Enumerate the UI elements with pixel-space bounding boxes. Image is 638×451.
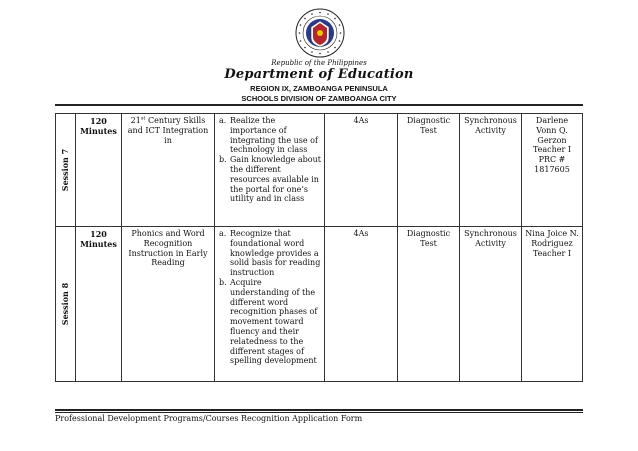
division-line: SCHOOLS DIVISION OF ZAMBOANGA CITY: [241, 94, 397, 103]
footer-text: Professional Development Programs/Courses Recognition Application Form: [55, 414, 363, 423]
title-suffix: st: [140, 115, 146, 122]
duration-number: 120: [90, 116, 107, 126]
objectives-cell: [215, 114, 325, 227]
method-cell: 4As: [325, 114, 398, 227]
facilitator-cell: Nina Joice N. Rodriguez Teacher I: [522, 227, 583, 382]
objective-text: Realize the importance of integrating the use of technology in class: [230, 116, 318, 155]
republic-line: Republic of the Philippines: [271, 59, 367, 67]
objective-marker: a.: [219, 229, 227, 238]
objective-marker: b.: [219, 155, 227, 165]
duration-unit: Minutes: [80, 125, 117, 136]
footer-divider-thin: [55, 412, 583, 413]
title-cell: Phonics and Word Recognition Instruction in Early Reading: [122, 227, 215, 382]
deped-seal-logo: [295, 8, 345, 58]
facilitator-cell: Darlene Vonn Q. Gerzon Teacher I PRC # 1817605: [522, 114, 583, 227]
session-cell: [56, 114, 76, 227]
region-line: REGION IX, ZAMBOANGA PENINSULA: [250, 84, 388, 93]
duration-cell: [76, 227, 122, 382]
duration-cell: [76, 114, 122, 227]
title-number: 21: [130, 116, 141, 125]
table-row: [56, 227, 583, 382]
list-item: [219, 229, 321, 278]
objective-marker: a.: [219, 116, 227, 125]
table-row: [56, 114, 583, 227]
title-text: Century Skills and ICT Integration in: [127, 116, 209, 145]
duration-number: 120: [90, 229, 107, 239]
session-cell: [56, 227, 76, 382]
modality-cell: Synchronous Activity: [460, 227, 522, 382]
title-cell: [122, 114, 215, 227]
objective-marker: b.: [219, 277, 227, 287]
assessment-cell: Diagnostic Test: [398, 227, 460, 382]
objective-text: Acquire understanding of the different word recognition phases of movement toward fluency and their relatedness to the different stages of spelling development: [230, 277, 318, 366]
objective-text: Recognize that foundational word knowledge provides a solid basis for reading instruction: [230, 229, 321, 278]
department-title: Department of Education: [224, 67, 414, 82]
assessment-cell: Diagnostic Test: [398, 114, 460, 227]
session-label: Session 7: [59, 148, 70, 192]
duration-unit: Minutes: [80, 238, 117, 249]
sessions-table: [55, 113, 583, 382]
list-item: [219, 155, 321, 204]
list-item: [219, 116, 321, 155]
method-cell: 4As: [325, 227, 398, 382]
objectives-cell: [215, 227, 325, 382]
header-divider: [55, 104, 583, 106]
modality-cell: Synchronous Activity: [460, 114, 522, 227]
list-item: [219, 277, 321, 366]
footer-divider: [55, 409, 583, 411]
session-label: Session 8: [59, 282, 70, 326]
objective-text: Gain knowledge about the different resources available in the portal for one’s utility and in class: [230, 155, 321, 204]
